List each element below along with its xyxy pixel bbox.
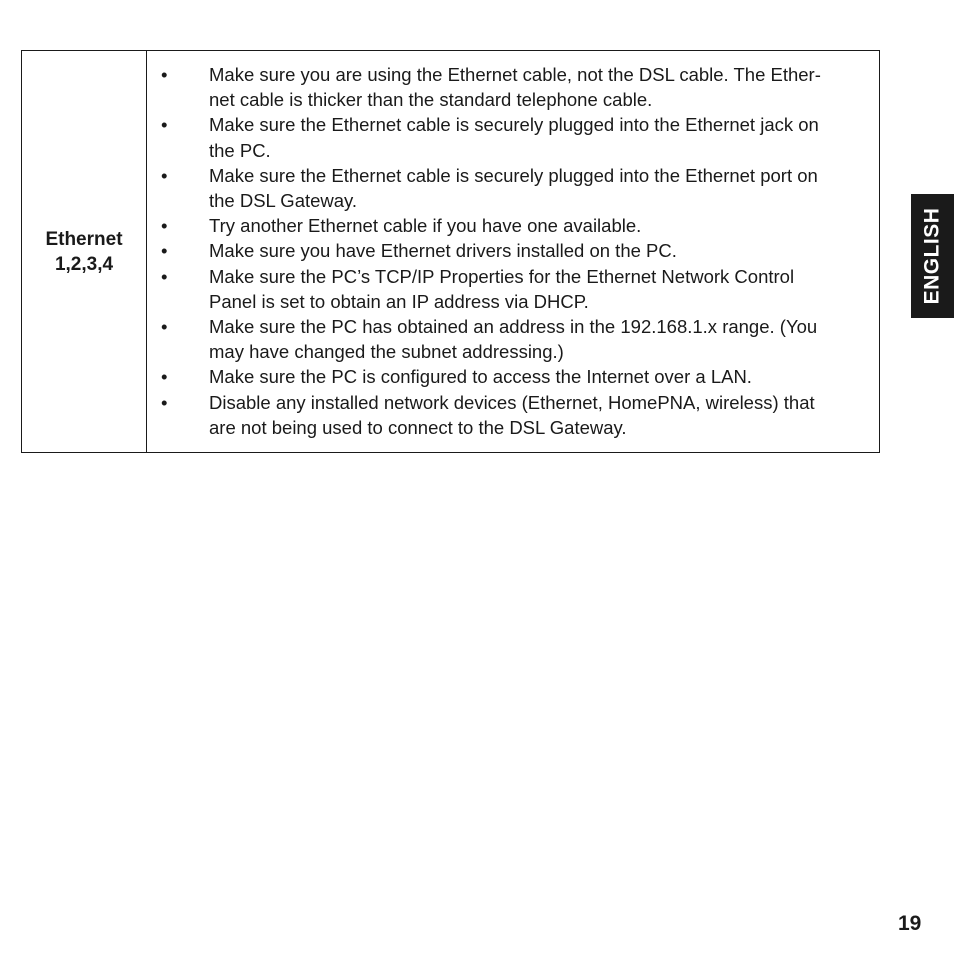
list-item <box>147 364 865 389</box>
list-item-text-continued: Panel is set to obtain an IP address via DHCP. <box>209 290 589 312</box>
list-item-text: Make sure the PC is configured to access the Internet over a LAN. <box>209 366 752 388</box>
language-tab-label: ENGLISH <box>920 207 944 305</box>
bullet-icon: • <box>161 164 168 186</box>
list-item <box>147 62 865 112</box>
problem-label-cell <box>22 51 147 453</box>
list-item-text-continued: are not being used to connect to the DSL Gateway. <box>209 416 627 438</box>
list-item-text: Make sure the PC has obtained an address in the 192.168.1.x range. (You <box>209 316 818 338</box>
list-item-text: Make sure the Ethernet cable is securely plugged into the Ethernet jack on <box>209 114 819 136</box>
problem-label-line2: 1,2,3,4 <box>54 253 114 275</box>
list-item-text-continued: may have changed the subnet addressing.) <box>209 341 564 363</box>
list-item-text-continued: net cable is thicker than the standard telephone cable. <box>209 89 653 111</box>
list-item <box>147 163 865 213</box>
list-item-text: Make sure the PC’s TCP/IP Properties for the Ethernet Network Control <box>209 265 795 287</box>
bullet-icon: • <box>161 265 168 287</box>
list-item <box>147 213 865 238</box>
list-item-text: Disable any installed network devices (Ethernet, HomePNA, wireless) that <box>209 391 815 413</box>
bullet-icon: • <box>161 64 168 85</box>
bullet-icon: • <box>161 316 168 338</box>
bullet-icon: • <box>161 240 168 262</box>
language-tab <box>911 194 954 318</box>
bullet-icon: • <box>161 114 168 136</box>
list-item-text: Make sure the Ethernet cable is securely plugged into the Ethernet port on <box>209 164 818 186</box>
list-item-text-continued: the DSL Gateway. <box>209 190 358 212</box>
bullet-icon: • <box>161 391 168 413</box>
list-item <box>147 238 865 263</box>
list-item <box>147 314 865 364</box>
list-item-text: Make sure you are using the Ethernet cable, not the DSL cable. The Ether- <box>209 64 821 85</box>
list-item-text: Make sure you have Ethernet drivers installed on the PC. <box>209 240 677 262</box>
solution-list-cell <box>147 51 880 453</box>
troubleshooting-table <box>21 50 880 453</box>
list-item <box>147 390 865 440</box>
list-item <box>147 112 865 162</box>
list-item-text-continued: the PC. <box>209 139 271 161</box>
problem-label-line1: Ethernet <box>45 228 123 250</box>
bullet-icon: • <box>161 215 168 237</box>
solution-list <box>147 62 865 440</box>
table-row <box>22 51 880 453</box>
list-item-text: Try another Ethernet cable if you have one available. <box>209 215 642 237</box>
list-item <box>147 264 865 314</box>
bullet-icon: • <box>161 366 168 388</box>
page-number: 19 <box>898 912 922 935</box>
